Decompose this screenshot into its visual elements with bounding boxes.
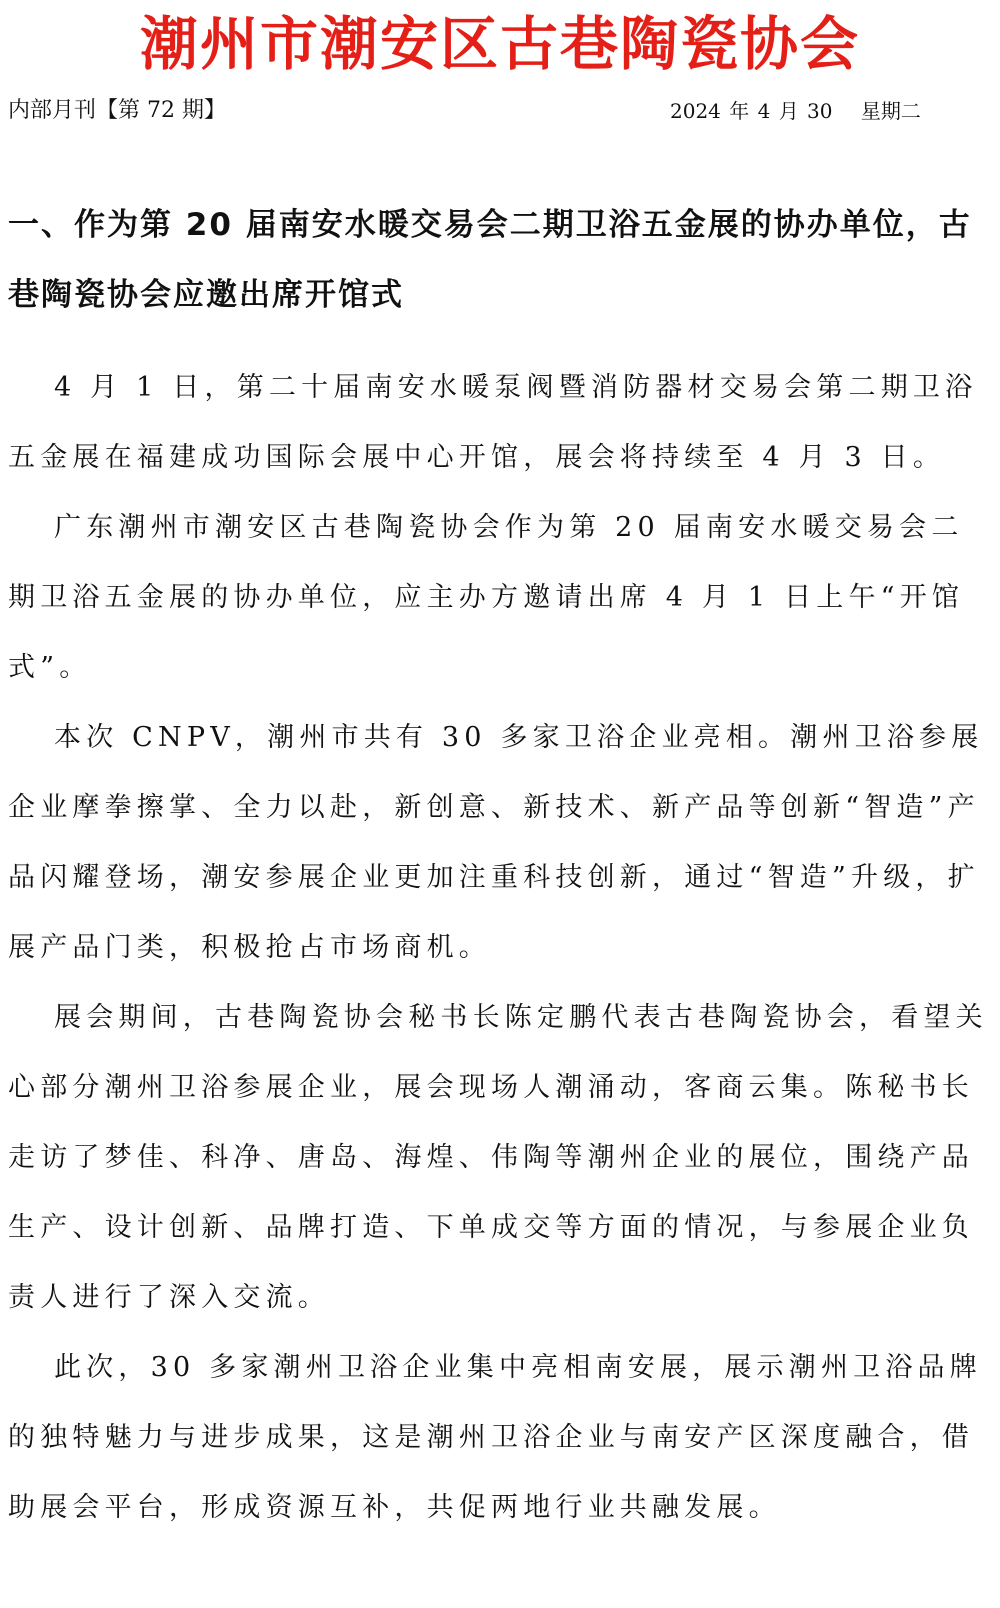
publication-date: 2024 年 4 月 30 星期二 [670,99,921,123]
issue-number: 内部月刊【第 72 期】 [8,98,226,123]
masthead-title: 潮州市潮安区古巷陶瓷协会 [139,10,860,78]
paragraph-opening: 4 月 1 日，第二十届南安水暖泵阀暨消防器材交易会第二期卫浴五金展在福建成功国际会展中心开馆，展会将持续至 4 月 3 日。 [8,372,978,473]
paragraph-visit: 展会期间，古巷陶瓷协会秘书长陈定鹏代表古巷陶瓷协会，看望关心部分潮州卫浴参展企业，展会现场人潮涌动，客商云集。陈秘书长走访了梦佳、科净、唐岛、海煌、伟陶等潮州企业的展位，围绕产品生产、设计创新、品牌打造、下单成交等方面的情况，与参展企业负责人进行了深入交流。 [8,1002,988,1313]
paragraph-summary: 此次，30 多家潮州卫浴企业集中亮相南安展，展示潮州卫浴品牌的独特魅力与进步成果，这是潮州卫浴企业与南安产区深度融合，借助展会平台，形成资源互补，共促两地行业共融发展。 [8,1352,982,1523]
paragraph-exhibitors: 本次 CNPV，潮州市共有 30 多家卫浴企业亮相。潮州卫浴参展企业摩拳擦掌、全力以赴，新创意、新技术、新产品等创新“智造”产品闪耀登场，潮安参展企业更加注重科技创新，通过“智造”升级，扩展产品门类，积极抢占市场商机。 [8,722,984,963]
article-body [8,353,990,1543]
paragraph-association: 广东潮州市潮安区古巷陶瓷协会作为第 20 届南安水暖交易会二期卫浴五金展的协办单位，应主办方邀请出席 4 月 1 日上午“开馆式”。 [8,512,965,683]
article-headline: 一、作为第 20 届南安水暖交易会二期卫浴五金展的协办单位，古巷陶瓷协会应邀出席开馆式 [8,207,972,313]
